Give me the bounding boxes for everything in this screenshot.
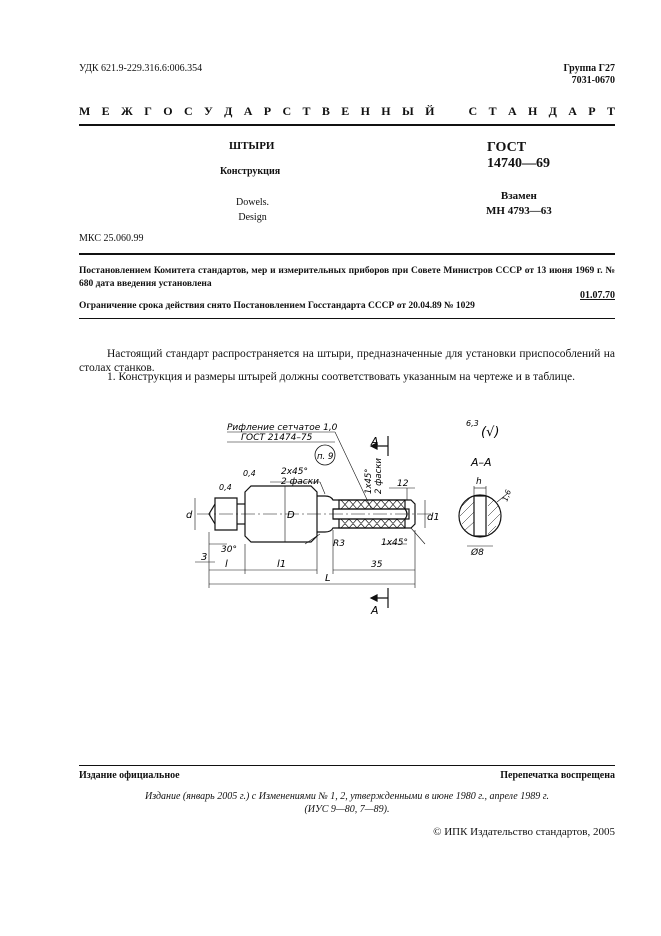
dim-L: L xyxy=(325,573,331,584)
decree-text: Постановлением Комитета стандартов, мер и измерительных приборов при Совете Министров СССР от 13 июня 1969 г. № 680 дата введения установлена xyxy=(79,266,615,289)
edition-line-1: Издание (январь 2005 г.) с Изменениями № 1, 2, утвержденными в июне 1980 г., апреле 1989 г. xyxy=(144,791,550,802)
roughness-mid: 0,4 xyxy=(243,469,256,478)
introduction-date: 01.07.70 xyxy=(580,290,615,301)
group-line-1: Группа Г27 xyxy=(563,63,615,74)
sec-dim-phi8: Ø8 xyxy=(471,548,484,558)
limit-text: Ограничение срока действия снято Постановлением Госстандарта СССР от 20.04.89 № 1029 xyxy=(79,301,475,311)
edition-line-2: (ИУС 9—80, 7—89). xyxy=(304,804,390,815)
technical-drawing xyxy=(175,412,535,622)
replaces-block xyxy=(486,189,552,219)
chamfer-a-1: 2x45° xyxy=(281,467,309,477)
group-line-2: 7031-0670 xyxy=(571,75,615,86)
chamfer-c: 1x45° xyxy=(381,538,409,548)
official-edition: Издание официальное xyxy=(79,770,180,781)
dim-35: 35 xyxy=(371,560,383,570)
banner-rule xyxy=(79,124,615,126)
replaces-value: МН 4793—63 xyxy=(486,205,552,217)
mks-code: МКС 25.060.99 xyxy=(79,233,144,244)
replaces-label: Взамен xyxy=(500,190,537,202)
knurl-note-1: Рифление сетчатое 1,0 xyxy=(227,423,338,433)
title-english xyxy=(236,195,269,225)
copyright: © ИПК Издательство стандартов, 2005 xyxy=(433,826,615,838)
dim-d: d xyxy=(186,510,193,521)
roughness-corner-sym: (√) xyxy=(481,425,500,440)
dim-12: 12 xyxy=(397,479,409,489)
section-title: А–А xyxy=(471,456,492,469)
gost-number xyxy=(487,140,550,172)
reprint-forbidden: Перепечатка воспрещена xyxy=(500,770,615,781)
chamfer-b-1: 1x45° xyxy=(364,468,374,494)
footer-rule xyxy=(79,765,615,766)
section-letter-top: А xyxy=(371,435,379,448)
dim-30: 30° xyxy=(221,545,237,555)
paragraph-1: 1. Конструкция и размеры штырей должны соответствовать указанным на чертеже и в таблице. xyxy=(107,371,575,383)
roughness-corner: 6,3 xyxy=(466,419,479,428)
page-subtitle: Конструкция xyxy=(220,166,281,177)
dim-l1: l1 xyxy=(277,559,287,570)
note-ref: п. 9 xyxy=(317,452,334,462)
dim-l: l xyxy=(225,559,228,570)
chamfer-b-2: 2 фаски xyxy=(374,458,384,494)
group-code xyxy=(563,63,615,87)
knurl-note-2: ГОСТ 21474–75 xyxy=(241,433,313,443)
dim-D: D xyxy=(287,510,295,521)
page-title: ШТЫРИ xyxy=(229,140,275,152)
gost-line-1: ГОСТ xyxy=(487,140,527,155)
section-view xyxy=(459,495,501,537)
sec-roughness: 1,6 xyxy=(500,488,513,503)
chamfer-a-2: 2 фаски xyxy=(281,477,320,487)
title-en-line-2: Design xyxy=(238,212,267,223)
dim-3: 3 xyxy=(201,552,208,563)
sec-dim-h: h xyxy=(476,477,482,487)
edition-note xyxy=(79,790,615,816)
banner-text: М Е Ж Г О С У Д А Р С Т В Е Н Н Ы Й С Т А Н Д А Р Т xyxy=(79,104,615,118)
mks-rule xyxy=(79,253,615,255)
dim-R3: R3 xyxy=(333,539,345,549)
paragraph-scope: Настоящий стандарт распространяется на штыри, предназначенные для установки приспособлений на столах станков. xyxy=(79,348,615,374)
roughness-left: 0,4 xyxy=(219,483,232,492)
udk-code: УДК 621.9-229.316.6:006.354 xyxy=(79,63,203,74)
section-letter-bottom: А xyxy=(371,604,379,617)
gost-line-2: 14740—69 xyxy=(487,156,550,171)
standard-banner xyxy=(79,104,615,119)
title-en-line-1: Dowels. xyxy=(236,197,270,208)
dim-d1: d1 xyxy=(427,512,440,523)
decree-rule xyxy=(79,318,615,319)
